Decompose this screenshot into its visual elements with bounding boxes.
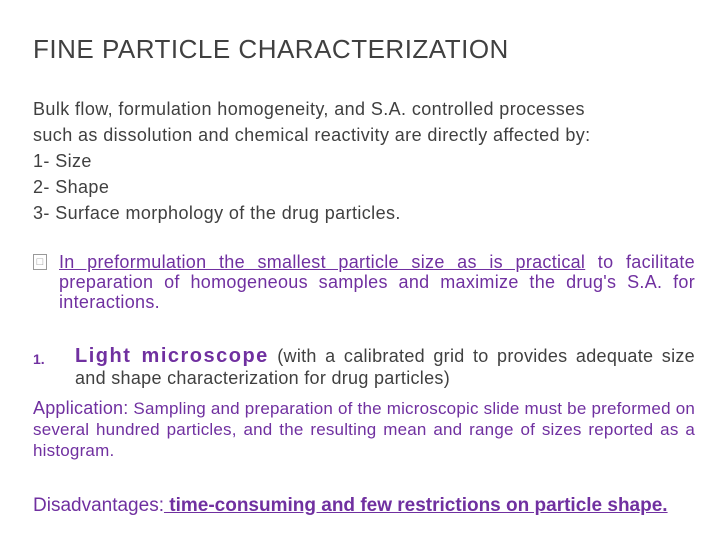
application-paragraph (33, 398, 695, 461)
list-item-size: 1- Size (33, 151, 92, 171)
intro-line: such as dissolution and chemical reactivity are directly affected by: (33, 125, 591, 145)
bullet-underlined-text: In preformulation the smallest particle size as is practical (59, 252, 586, 272)
light-microscope-heading: Light microscope (75, 345, 269, 367)
light-microscope-text (75, 345, 695, 389)
bullet-box-icon: □ (33, 254, 47, 270)
disadvantages-label: Disadvantages: (33, 495, 164, 516)
disadvantages-text: time-consuming and few restrictions on particle shape. (163, 495, 668, 516)
bullet-rest-text: to facilitate preparation of homogeneous samples and maximize the drug's S.A. for interactions. (59, 252, 695, 312)
application-text: Sampling and preparation of the microscopic slide must be preformed on several hundred particles, and the resulting mean and range of sizes reported as a histogram. (33, 399, 695, 460)
item-number: 1. (33, 351, 45, 367)
intro-paragraph (33, 96, 695, 226)
light-microscope-description: (with a calibrated grid to provides adequate size and shape characterization for drug particles) (75, 346, 695, 388)
light-microscope-item (33, 345, 695, 389)
list-item-shape: 2- Shape (33, 177, 110, 197)
disadvantages-paragraph (33, 494, 695, 518)
intro-line: Bulk flow, formulation homogeneity, and S.A. controlled processes (33, 99, 585, 119)
application-label: Application: (33, 398, 129, 418)
bullet-text (59, 252, 695, 312)
slide-title: FINE PARTICLE CHARACTERIZATION (33, 34, 509, 64)
list-item-surface-morphology: 3- Surface morphology of the drug particles. (33, 203, 401, 223)
preformulation-bullet (33, 252, 695, 312)
